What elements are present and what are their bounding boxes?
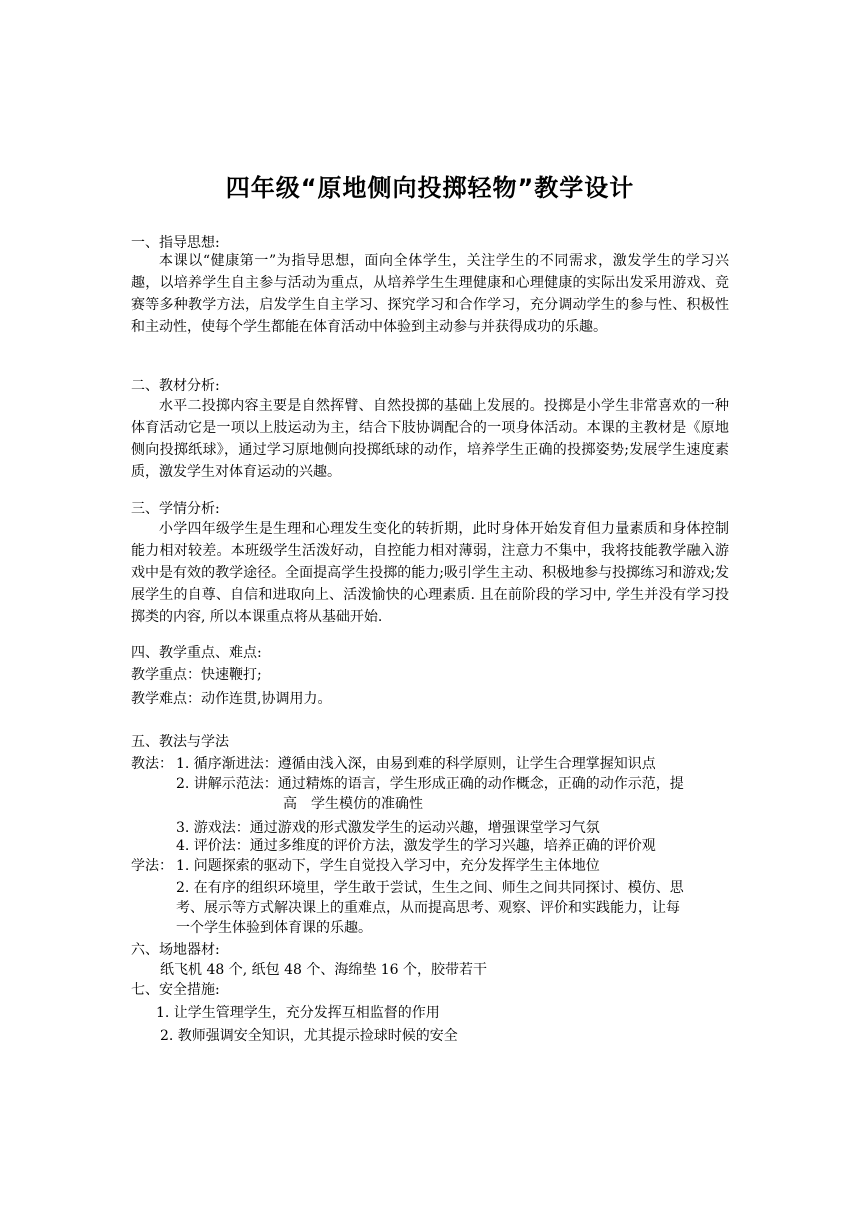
teaching-key-point: 教学重点：快速鞭打;	[131, 667, 262, 683]
section-heading-material-analysis: 二、教材分析:	[131, 378, 220, 394]
learning-method-item: 1. 问题探索的驱动下，学生自觉投入学习中，充分发挥学生主体地位	[176, 858, 600, 874]
section-heading-student-analysis: 三、学情分析:	[131, 501, 220, 517]
teaching-method-item-continued: 高 学生模仿的准确性	[283, 796, 423, 812]
section-heading-guiding-thought: 一、指导思想:	[131, 235, 220, 251]
section-heading-safety: 七、安全措施:	[131, 982, 220, 998]
safety-item: 1. 让学生管理学生，充分发挥互相监督的作用	[156, 1005, 440, 1021]
guiding-thought-text: 本课以“健康第一”为指导思想，面向全体学生，关注学生的不同需求，激发学生的学习兴趣，以培养学生自主参与活动为重点，从培养学生生理健康和心理健康的实际出发采用游戏、竞赛等多种教学方法，启发学生自主学习、探究学习和合作学习，充分调动学生的参与性、积极性和主动性，使每个学生都能在体育活动中体验到主动参与并获得成功的乐趣。	[131, 253, 729, 335]
learning-method-item: 2. 在有序的组织环境里，学生敢于尝试，生生之间、师生之间共同探讨、模仿、思	[176, 880, 684, 896]
learning-methods-label: 学法：	[131, 858, 173, 874]
safety-item: 2. 教师强调安全知识，尤其提示捡球时候的安全	[160, 1028, 458, 1044]
learning-method-item-continued: 考、展示等方式解决课上的重难点，从而提高思考、观察、评价和实践能力，让每	[176, 900, 680, 916]
section-heading-equipment: 六、场地器材:	[131, 942, 220, 958]
teaching-method-item: 3. 游戏法：通过游戏的形式激发学生的运动兴趣，增强课堂学习气氛	[176, 820, 600, 836]
teaching-method-item: 1. 循序渐进法：遵循由浅入深，由易到难的科学原则，让学生合理掌握知识点	[176, 756, 656, 772]
equipment-text: 纸飞机 48 个, 纸包 48 个、海绵垫 16 个，胶带若干	[160, 962, 488, 978]
section-heading-key-points: 四、教学重点、难点:	[131, 645, 262, 661]
teaching-methods-label: 教法：	[131, 756, 173, 772]
teaching-difficulty: 教学难点：动作连贯,协调用力。	[131, 691, 332, 707]
page-title: 四年级“原地侧向投掷轻物”教学设计	[225, 174, 635, 202]
material-analysis-text: 水平二投掷内容主要是自然挥臂、自然投掷的基础上发展的。投掷是小学生非常喜欢的一种体育活动它是一项以上肢运动为主，结合下肢协调配合的一项身体活动。本课的主教材是《原地侧向投掷纸球》，通过学习原地侧向投掷纸球的动作，培养学生正确的投掷姿势;发展学生速度素质，激发学生对体育运动的兴趣。	[131, 398, 729, 480]
learning-method-item-continued: 一个学生体验到体育课的乐趣。	[176, 920, 372, 936]
teaching-method-item: 2. 讲解示范法：通过精炼的语言，学生形成正确的动作概念，正确的动作示范，提	[176, 776, 684, 792]
student-analysis-text: 小学四年级学生是生理和心理发生变化的转折期，此时身体开始发育但力量素质和身体控制能力相对较差。本班级学生活泼好动，自控能力相对薄弱，注意力不集中，我将技能教学融入游戏中是有效的教学途径。全面提高学生投掷的能力;吸引学生主动、积极地参与投掷练习和游戏;发展学生的自尊、自信和进取向上、活泼愉快的心理素质. 且在前阶段的学习中, 学生并没有学习投掷类的内容, 所以本课重点将从基础开始.	[131, 521, 729, 625]
section-heading-methods: 五、教法与学法	[131, 734, 229, 750]
teaching-method-item: 4. 评价法：通过多维度的评价方法，激发学生的学习兴趣，培养正确的评价观	[176, 838, 656, 854]
